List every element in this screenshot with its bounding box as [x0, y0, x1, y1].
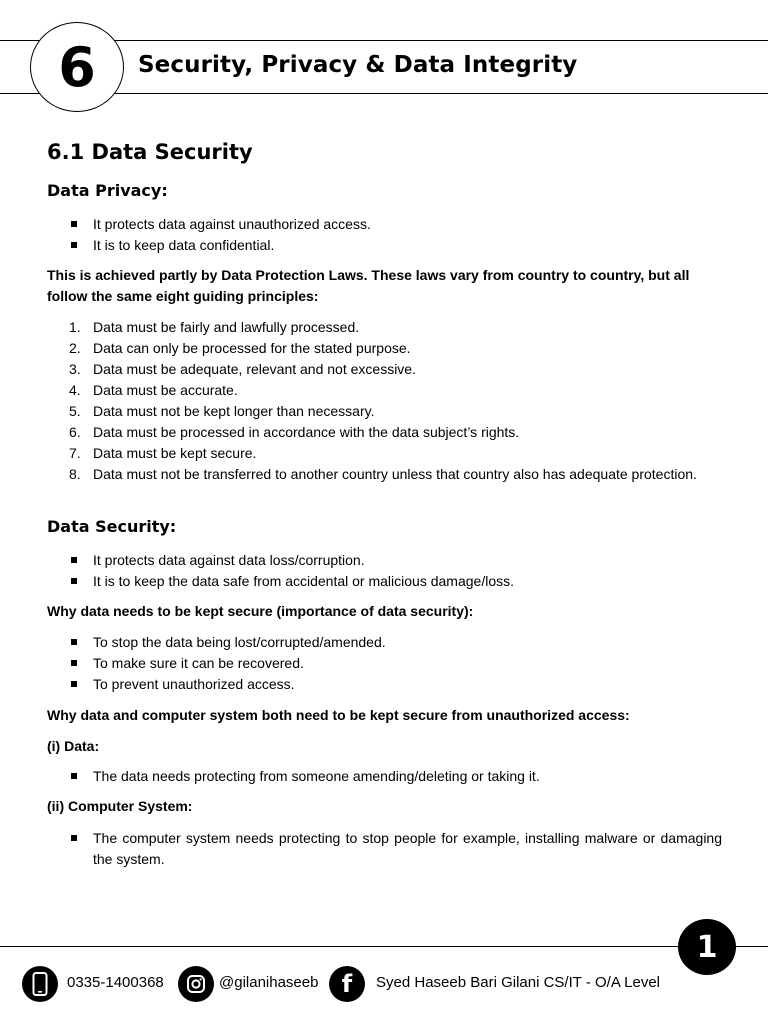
list-item: 4. Data must be accurate. — [69, 382, 238, 398]
protection-laws-intro: This is achieved partly by Data Protection Laws. These laws vary from country to country, but all follow the same eight guiding principles: — [47, 267, 690, 304]
phone-icon — [22, 966, 58, 1002]
page-number-badge: 1 — [678, 919, 736, 975]
principles-list — [47, 317, 722, 485]
list-item: It is to keep data confidential. — [47, 235, 722, 256]
list-item: 2. Data can only be processed for the stated purpose. — [69, 340, 411, 356]
list-item: It is to keep the data safe from accidental or malicious damage/loss. — [47, 571, 722, 592]
data-bullet-list — [47, 766, 722, 787]
security-bullet-list — [47, 550, 722, 592]
why-secure-heading: Why data needs to be kept secure (importance of data security): — [47, 603, 474, 619]
privacy-bullet-list — [47, 214, 722, 256]
list-item: 8. Data must not be transferred to another country unless that country also has adequate protection. — [69, 466, 697, 482]
list-item: 1. Data must be fairly and lawfully processed. — [69, 319, 360, 335]
computer-system-label: (ii) Computer System: — [47, 798, 193, 814]
data-security-heading: Data Security: — [47, 517, 177, 536]
list-item: 7. Data must be kept secure. — [69, 445, 257, 461]
chapter-title: Security, Privacy & Data Integrity — [138, 52, 578, 78]
footer-phone: 0335-1400368 — [67, 974, 164, 991]
why-secure-list — [47, 632, 722, 695]
instagram-icon — [178, 966, 214, 1002]
footer-instagram: @gilanihaseeb — [219, 974, 319, 991]
section-title: 6.1 Data Security — [47, 140, 253, 164]
system-bullet-list — [47, 828, 722, 870]
list-item: 6. Data must be processed in accordance with the data subject’s rights. — [69, 424, 520, 440]
footer-author: Syed Haseeb Bari Gilani CS/IT - O/A Level — [376, 974, 661, 991]
both-secure-heading: Why data and computer system both need to be kept secure from unauthorized access: — [47, 707, 630, 723]
data-label: (i) Data: — [47, 738, 100, 754]
list-item: To make sure it can be recovered. — [47, 653, 722, 674]
list-item: It protects data against data loss/corruption. — [47, 550, 722, 571]
list-item: 3. Data must be adequate, relevant and not excessive. — [69, 361, 416, 377]
list-item: To stop the data being lost/corrupted/amended. — [47, 632, 722, 653]
facebook-icon: f — [329, 966, 365, 1002]
footer-rule — [0, 946, 768, 947]
data-privacy-heading: Data Privacy: — [47, 181, 168, 200]
list-item: The computer system needs protecting to stop people for example, installing malware or damaging the system. — [47, 828, 722, 870]
list-item: 5. Data must not be kept longer than necessary. — [69, 403, 375, 419]
chapter-number-badge: 6 — [30, 22, 124, 112]
list-item: It protects data against unauthorized access. — [47, 214, 722, 235]
list-item: To prevent unauthorized access. — [47, 674, 722, 695]
list-item: The data needs protecting from someone amending/deleting or taking it. — [47, 766, 722, 787]
